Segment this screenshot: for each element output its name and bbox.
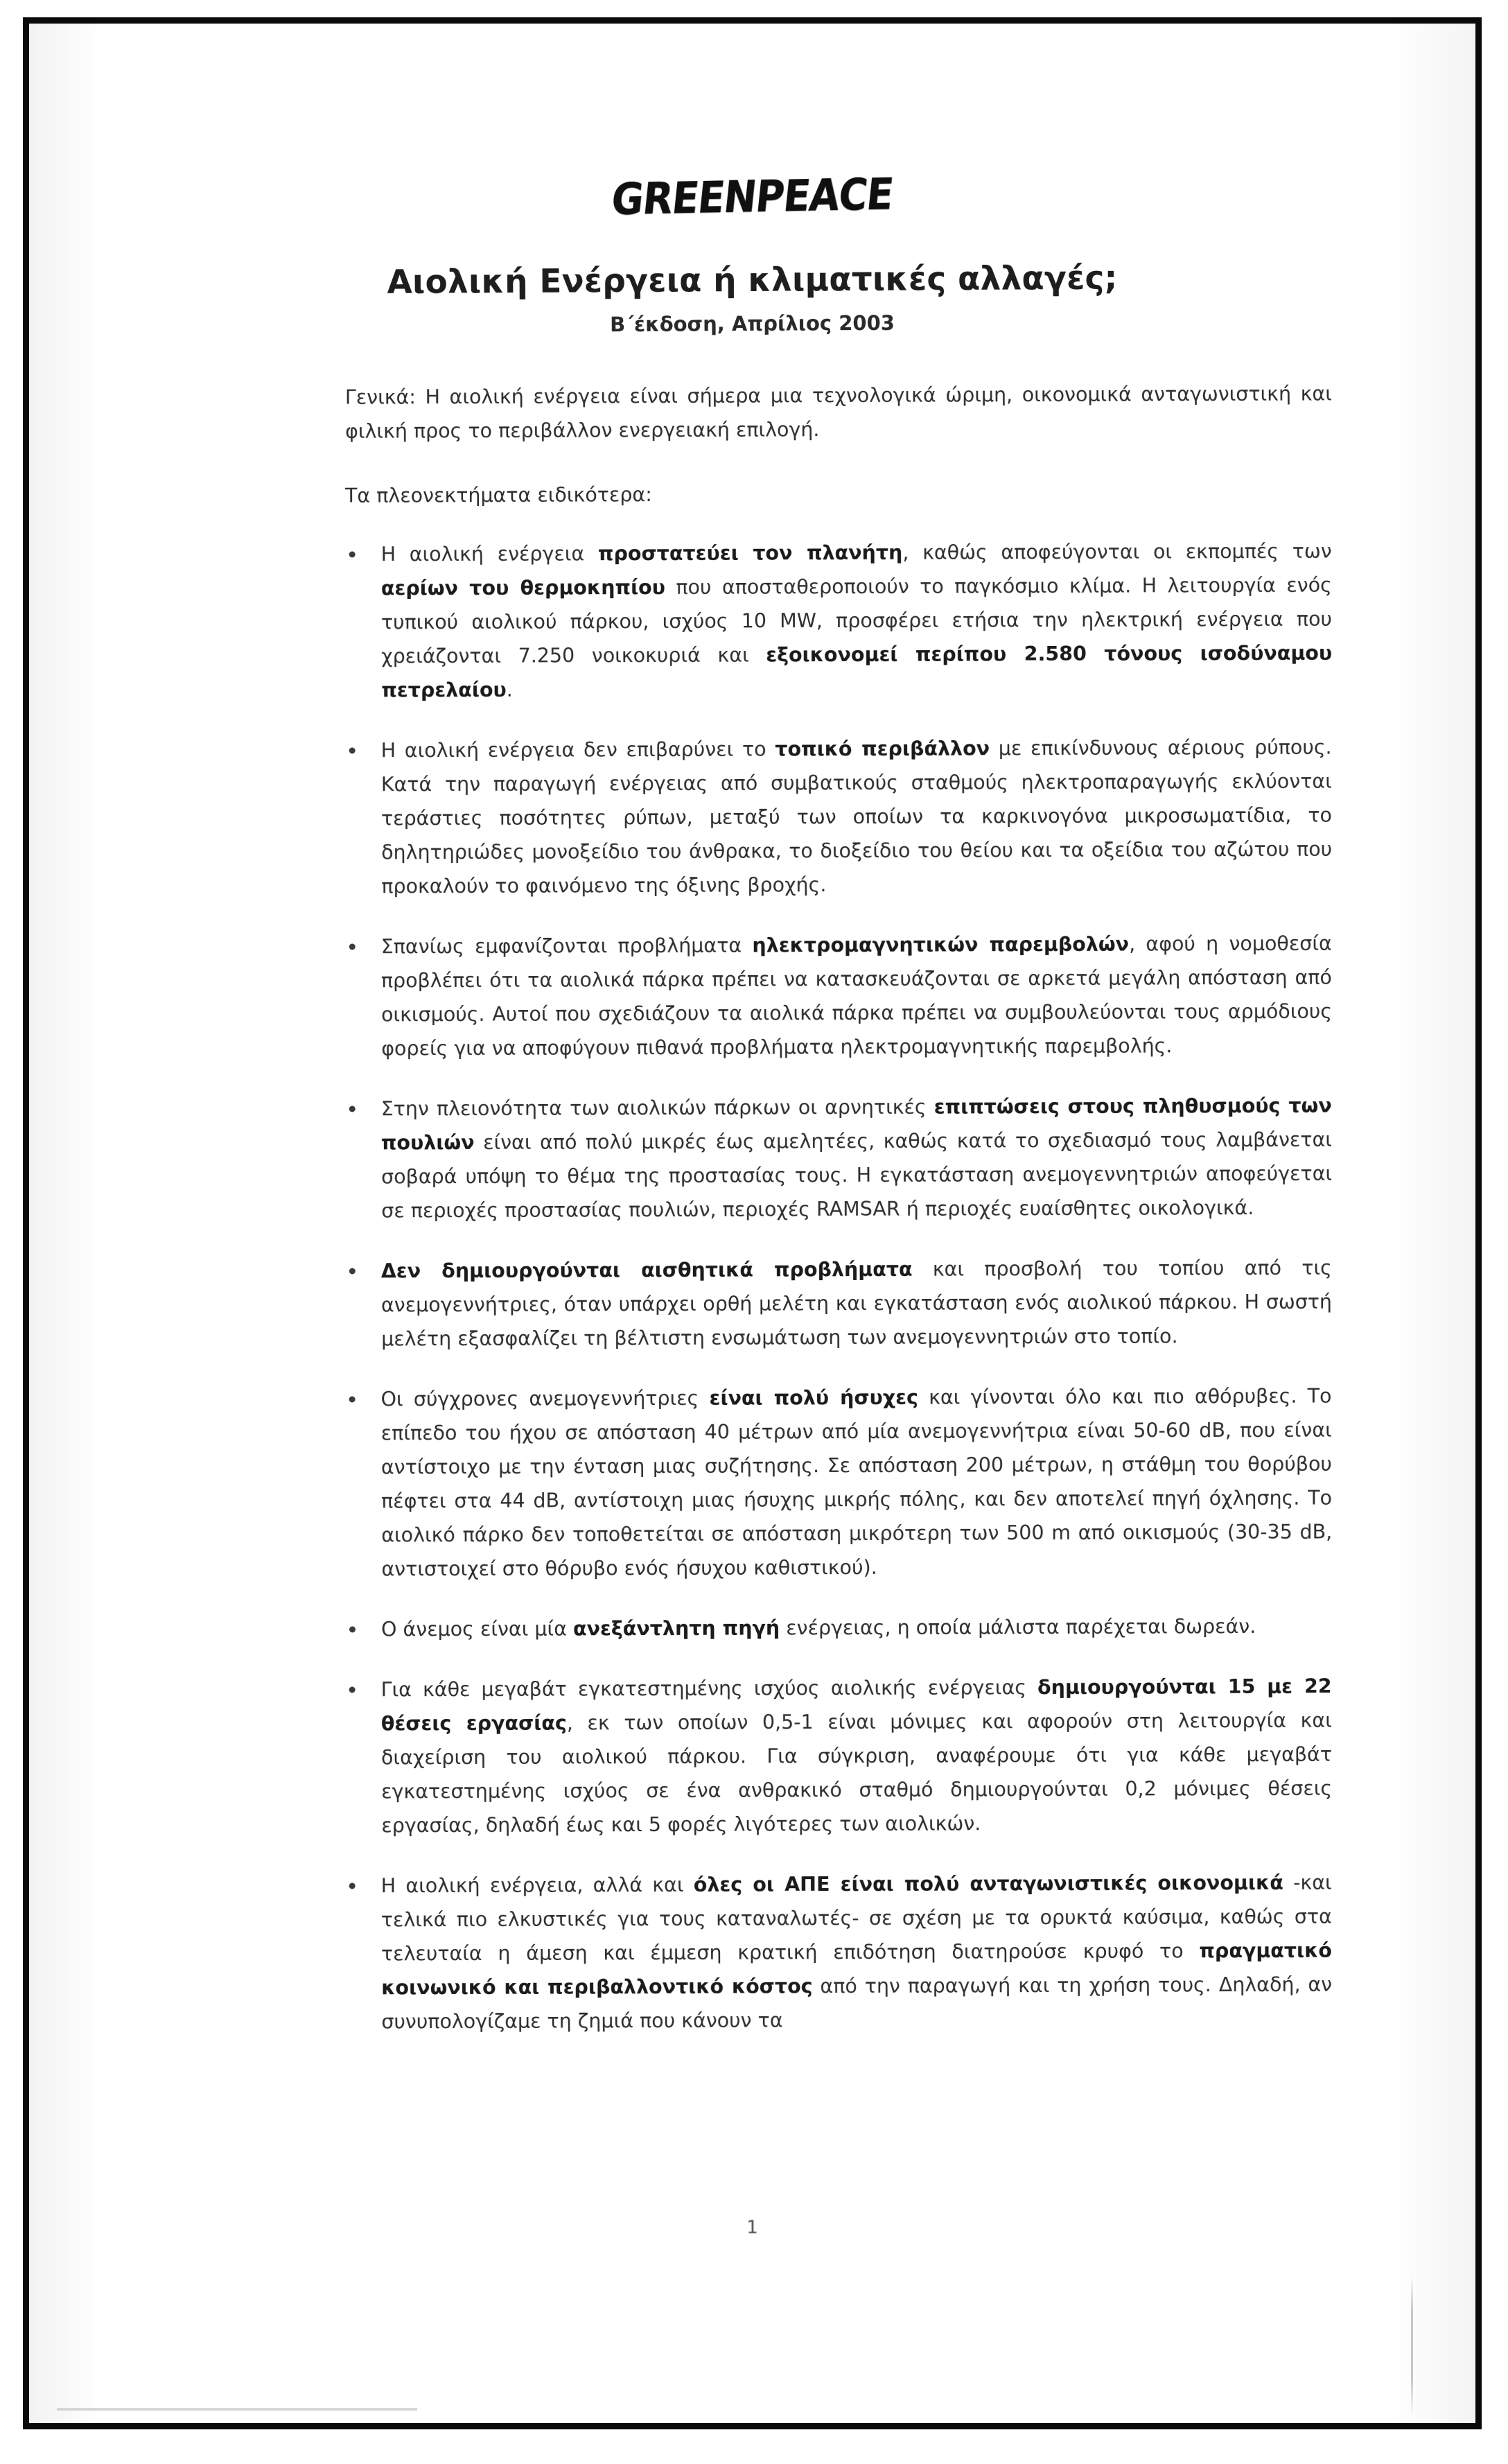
bullet-dot-icon	[349, 1686, 355, 1693]
emphasis-text: εξοικονομεί περίπου 2.580 τόνους ισοδύναμου πετρελαίου	[380, 641, 1332, 702]
bullet-noise	[344, 1379, 1332, 1587]
body-text: από την παραγωγή και τη χρήση τους. Δηλαδή, αν συνυπολογίζαμε τη ζημιά που κάνουν τα	[380, 1973, 1332, 2034]
body-text: , καθώς αποφεύγονται οι εκπομπές των	[902, 539, 1332, 564]
body-text: Ο άνεμος είναι μία	[380, 1617, 573, 1641]
edition-subtitle: Β΄έκδοση, Απρίλιος 2003	[609, 311, 895, 337]
emphasis-text: επιπτώσεις στους πληθυσμούς των πουλιών	[380, 1094, 1332, 1155]
body-text: ενέργειας, η οποία μάλιστα παρέχεται δωρεάν.	[779, 1614, 1256, 1640]
body-text: Για κάθε μεγαβάτ εγκατεστημένης ισχύος αιολικής ενέργειας	[380, 1675, 1037, 1702]
emphasis-text: πραγματικό κοινωνικό και περιβαλλοντικό κόστος	[380, 1939, 1332, 2000]
emphasis-text: δημιουργούνται 15 με 22 θέσεις εργασίας	[380, 1675, 1332, 1736]
body-text: και προσβολή του τοπίου από τις ανεμογεννήτριες, όταν υπάρχει ορθή μελέτη και εγκατάσταση ενός αιολικού πάρκου. Η σωστή μελέτη εξασφαλίζει τη βέλτιστη ενσωμάτωση των ανεμογεννητριών στο τοπίο.	[380, 1256, 1332, 1351]
advantages-list	[345, 536, 1332, 2037]
body-text: Οι σύγχρονες ανεμογεννήτριες	[380, 1386, 710, 1411]
body-text: , αφού η νομοθεσία προβλέπει ότι τα αιολικά πάρκα πρέπει να κατασκευάζονται σε αρκετά μεγάλη απόσταση από οικισμούς. Αυτοί που σχεδιάζουν τα αιολικά πάρκα πρέπει να συμβουλεύονται τους αρμόδιους φορείς για να αποφύγουν πιθανά προβλήματα ηλεκτρομαγνητικής παρεμβολής.	[380, 932, 1332, 1060]
body-text: με επικίνδυνους αέριους ρύπους. Κατά την παραγωγή ενέργειας από συμβατικούς σταθμούς ηλεκτροπαραγωγής εκλύονται τεράστιες ποσότητες ρύπων, μεταξύ των οποίων τα καρκινογόνα μικροσωματίδια, το δηλητηριώδες μονοξείδιο του άνθρακα, το διοξείδιο του θείου και τα οξείδια του αζώτου που προκαλούν το φαινόμενο της όξινης βροχής.	[380, 735, 1332, 898]
bullet-electromagnetic	[344, 927, 1332, 1066]
intro-paragraph: Γενικά: Η αιολική ενέργεια είναι σήμερα μια τεχνολογικά ώριμη, οικονομικά ανταγωνιστική και φιλική προς το περιβάλλον ενεργειακή επιλογή.	[344, 382, 1332, 443]
bullet-dot-icon	[349, 1106, 355, 1112]
body-column	[173, 378, 1332, 2037]
scanned-page-frame	[23, 17, 1482, 2429]
emphasis-text: ανεξάντλητη πηγή	[572, 1616, 780, 1641]
bullet-dot-icon	[349, 1268, 355, 1274]
body-text: , εκ των οποίων 0,5-1 είναι μόνιμες και αφορούν στη λειτουργία και διαχείριση του αιολικού πάρκου. Για σύγκριση, αναφέρουμε ότι για κάθε μεγαβάτ εγκατεστημένης ισχύος σε ένα ανθρακικό σταθμό δημιουργούνται 0,2 μόνιμες θέσεις εργασίας, δηλαδή έως και 5 φορές λιγότερες των αιολικών.	[380, 1709, 1332, 1837]
page-number: 1	[746, 2217, 758, 2238]
bullet-jobs	[344, 1670, 1332, 1843]
bullet-dot-icon	[349, 943, 355, 950]
emphasis-text: προστατεύει τον πλανήτη	[597, 541, 902, 566]
bullet-dot-icon	[349, 1626, 355, 1632]
body-text: Η αιολική ενέργεια	[380, 542, 598, 566]
bullet-aesthetic	[344, 1251, 1332, 1356]
bullet-protects-planet	[344, 534, 1332, 708]
emphasis-text: είναι πολύ ήσυχες	[708, 1386, 918, 1410]
bullet-inexhaustible	[344, 1609, 1331, 1647]
emphasis-text: τοπικό περιβάλλον	[774, 737, 990, 761]
bullet-dot-icon	[349, 551, 355, 557]
scan-artifact-bottom	[57, 2408, 417, 2411]
bullet-dot-icon	[349, 1396, 355, 1402]
bullet-dot-icon	[349, 1882, 355, 1889]
body-text: -και τελικά πιο ελκυστικές για τους καταναλωτές- σε σχέση με τα ορυκτά καύσιμα, καθώς στα τελευταία η άμεση και έμμεση κρατική επιδότηση διατηρούσε κρυφό το	[380, 1871, 1332, 1966]
body-text: Σπανίως εμφανίζονται προβλήματα	[380, 934, 752, 959]
body-text: είναι από πολύ μικρές έως αμελητέες, καθώς κατά το σχεδιασμό τους λαμβάνεται σοβαρά υπόψη το θέμα της προστασίας τους. Η εγκατάσταση ανεμογεννητριών αποφεύγεται σε περιοχές προστασίας πουλιών, περιοχές RAMSAR ή περιοχές ευαίσθητες οικολογικά.	[380, 1128, 1332, 1223]
emphasis-text: αερίων του θερμοκηπίου	[380, 575, 665, 600]
body-text: .	[506, 678, 513, 701]
scan-artifact-line	[1411, 2276, 1413, 2415]
body-text: και γίνονται όλο και πιο αθόρυβες. Το επίπεδο του ήχου σε απόσταση 40 μέτρων από μία ανεμογεννήτρια είναι 50-60 dB, που είναι αντίστοιχο με την ένταση μιας συζήτησης. Σε απόσταση 200 μέτρων, η στάθμη του θορύβου πέφτει στα 44 dB, αντίστοιχη μιας ήσυχης μικρής πόλης, και δεν αποτελεί πηγή όχλησης. Το αιολικό πάρκο δεν τοποθετείται σε απόσταση μικρότερη των 500 m από οικισμούς (30-35 dB, αντιστοιχεί στο θόρυβο ενός ήσυχου καθιστικού).	[380, 1384, 1332, 1581]
body-text: Στην πλειονότητα των αιολικών πάρκων οι αρνητικές	[380, 1095, 934, 1121]
greenpeace-logo: GREENPEACE	[609, 169, 895, 225]
body-text: που αποσταθεροποιούν το παγκόσμιο κλίμα. Η λειτουργία ενός τυπικού αιολικού πάρκου, ισχύος 10 MW, προσφέρει ετήσια την ηλεκτρική ενέργεια που χρειάζονται 7.250 νοικοκυριά και	[380, 573, 1332, 668]
bullet-bird-populations	[344, 1089, 1332, 1228]
body-text: Η αιολική ενέργεια δεν επιβαρύνει το	[380, 737, 775, 762]
logo-container	[29, 169, 1475, 225]
page-title: Αιολική Ενέργεια ή κλιματικές αλλαγές;	[387, 259, 1118, 302]
bullet-dot-icon	[349, 747, 355, 753]
emphasis-text: ηλεκτρομαγνητικών παρεμβολών	[751, 932, 1129, 957]
bullet-economics	[344, 1866, 1332, 2039]
emphasis-text: Δεν δημιουργούνται αισθητικά προβλήματα	[380, 1257, 913, 1283]
emphasis-text: όλες οι ΑΠΕ είναι πολύ ανταγωνιστικές οικονομικά	[693, 1871, 1283, 1896]
document-content	[29, 24, 1475, 2423]
bullet-local-environment	[344, 731, 1332, 904]
body-text: Η αιολική ενέργεια, αλλά και	[380, 1873, 694, 1898]
lead-in-paragraph: Τα πλεονεκτήματα ειδικότερα:	[344, 483, 652, 507]
